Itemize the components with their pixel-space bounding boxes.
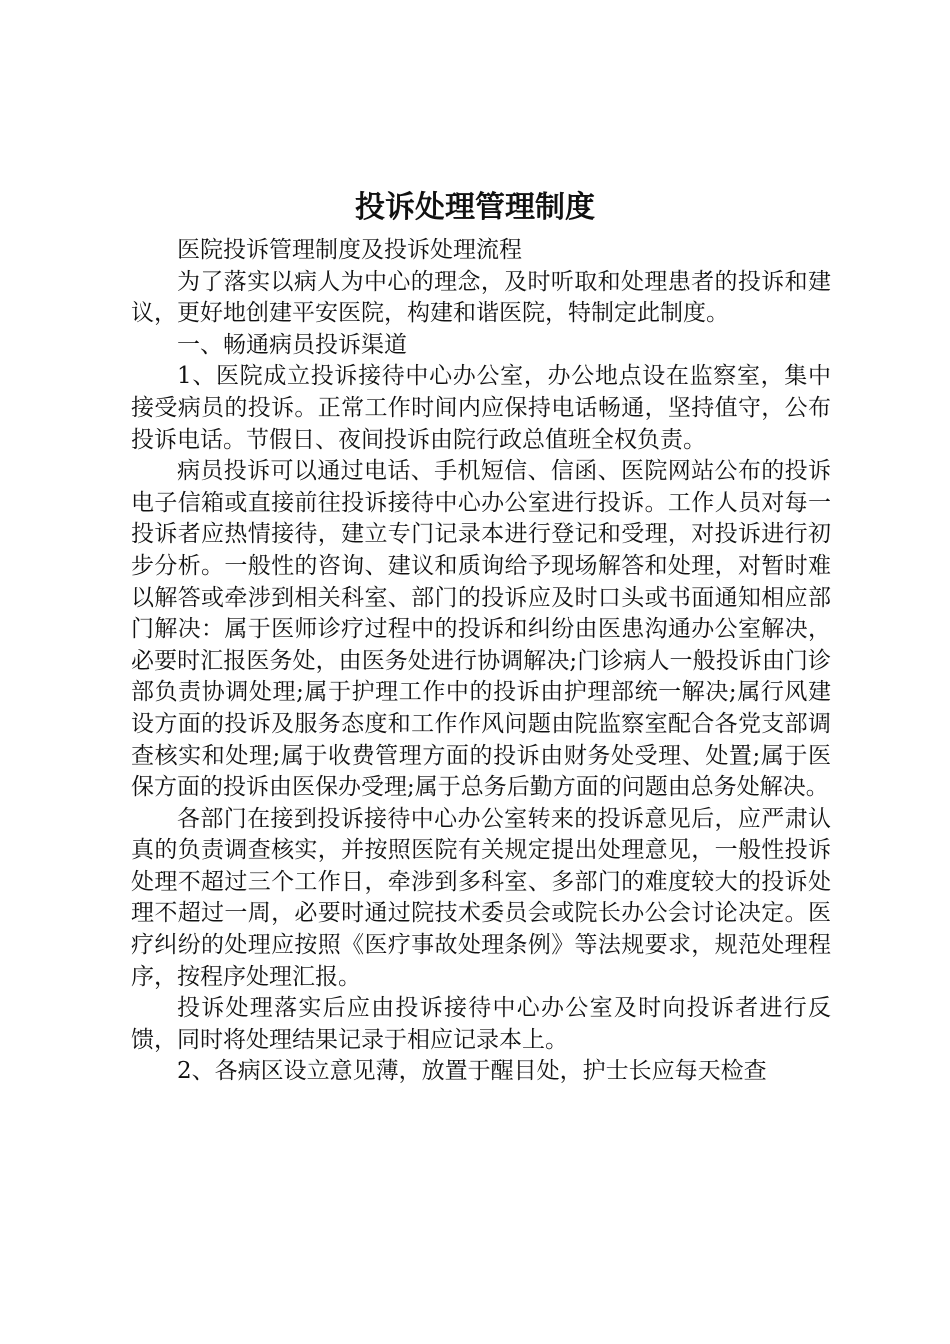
paragraph-feedback: 投诉处理落实后应由投诉接待中心办公室及时向投诉者进行反馈，同时将处理结果记录于相应记录本上。 <box>131 995 831 1053</box>
paragraph-intro: 为了落实以病人为中心的理念，及时听取和处理患者的投诉和建议，更好地创建平安医院，构建和谐医院，特制定此制度。 <box>131 268 831 327</box>
paragraph-subtitle: 医院投诉管理制度及投诉处理流程 <box>177 237 522 263</box>
paragraph-item-2: 2、各病区设立意见薄，放置于醒目处，护士长应每天检查 <box>177 1058 767 1085</box>
document-title: 投诉处理管理制度 <box>355 190 595 225</box>
document-body <box>131 235 831 1088</box>
paragraph-item-1: 1、医院成立投诉接待中心办公室，办公地点设在监察室，集中接受病员的投诉。正常工作时间内应保持电话畅通，坚持值守，公布投诉电话。节假日、夜间投诉由院行政总值班全权负责。 <box>131 363 831 453</box>
section-heading-1: 一、畅通病员投诉渠道 <box>177 331 407 358</box>
paragraph-channels: 病员投诉可以通过电话、手机短信、信函、医院网站公布的投诉电子信箱或直接前往投诉接待中心办公室进行投诉。工作人员对每一投诉者应热情接待，建立专门记录本进行登记和受理，对投诉进行初步分析。一般性的咨询、建议和质询给予现场解答和处理，对暂时难以解答或牵涉到相关科室、部门的投诉应及时口头或书面通知相应部门解决：属于医师诊疗过程中的投诉和纠纷由医患沟通办公室解决，必要时汇报医务处，由医务处进行协调解决;门诊病人一般投诉由门诊部负责协调处理;属于护理工作中的投诉由护理部统一解决;属行风建设方面的投诉及服务态度和工作作风问题由院监察室配合各党支部调查核实和处理;属于收费管理方面的投诉由财务处受理、处置;属于医保方面的投诉由医保办受理;属于总务后勤方面的问题由总务处解决。 <box>131 458 831 801</box>
paragraph-departments: 各部门在接到投诉接待中心办公室转来的投诉意见后，应严肃认真的负责调查核实，并按照医院有关规定提出处理意见，一般性投诉处理不超过三个工作日，牵涉到多科室、多部门的难度较大的投诉处理不超过一周，必要时通过院技术委员会或院长办公会讨论决定。医疗纠纷的处理应按照《医疗事故处理条例》等法规要求，规范处理程序，按程序处理汇报。 <box>131 805 831 990</box>
